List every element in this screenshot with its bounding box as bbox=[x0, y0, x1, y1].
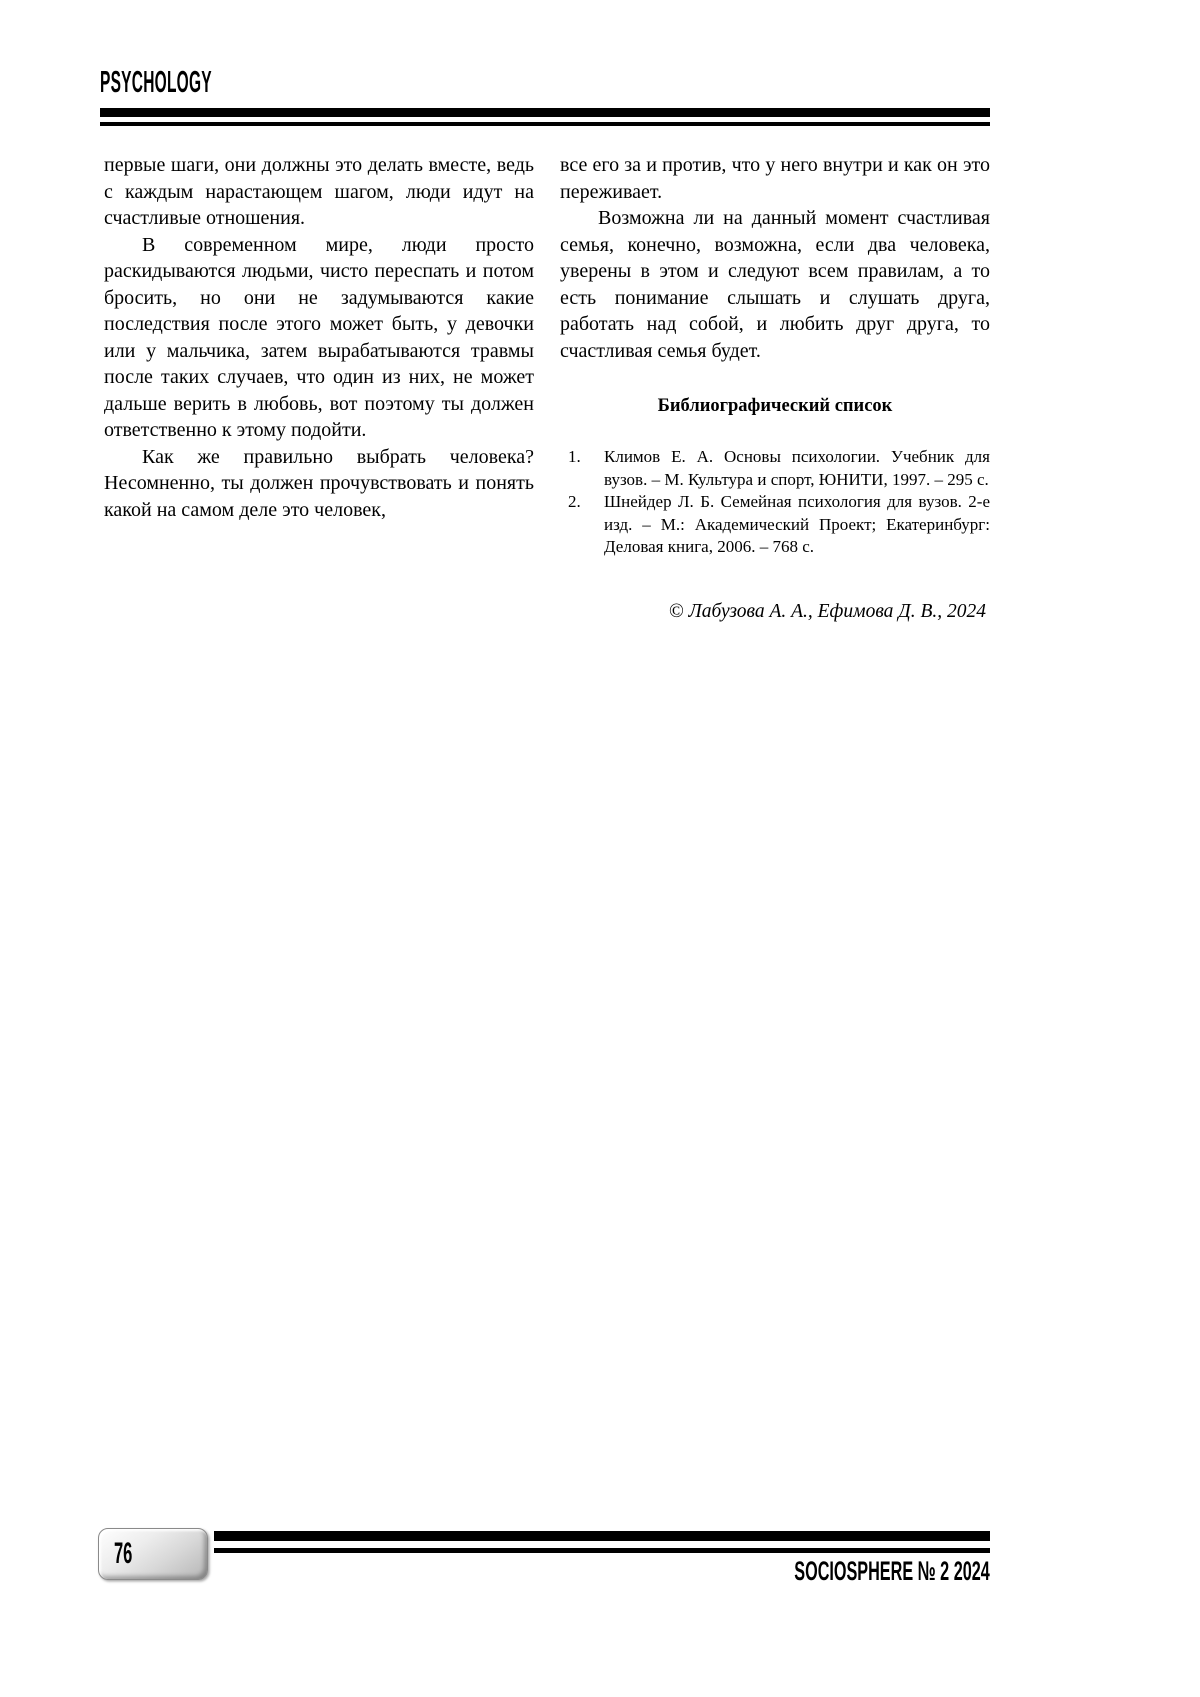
footer-rule-thin bbox=[214, 1548, 990, 1553]
header-rule-thin bbox=[100, 122, 990, 126]
text-column-right bbox=[560, 152, 990, 625]
reference-text: Шнейдер Л. Б. Семейная психология для вузов. 2-е изд. – М.: Академический Проект; Екатеринбург: Деловая книга, 2006. – 768 с. bbox=[604, 492, 990, 556]
paragraph: Как же правильно выбрать человека? Несомненно, ты должен прочувствовать и понять какой на самом деле это человек, bbox=[104, 445, 534, 521]
section-title: PSYCHOLOGY bbox=[100, 64, 212, 99]
paragraph: Возможна ли на данный момент счастливая семья, конечно, возможна, если два человека, уверены в этом и следуют всем правилам, а то есть понимание слышать и слушать друга, работать над собой, и любить друг друга, то счастливая семья будет. bbox=[560, 207, 990, 362]
reference-text: Климов Е. А. Основы психологии. Учебник для вузов. – М. Культура и спорт, ЮНИТИ, 1997. – 295 с. bbox=[604, 447, 990, 489]
reference-item bbox=[568, 491, 990, 559]
reference-item bbox=[568, 446, 990, 491]
page-number: 76 bbox=[114, 1537, 133, 1570]
page-number-box bbox=[98, 1528, 208, 1580]
footer-rule-thick bbox=[214, 1531, 990, 1541]
header-rule-thick bbox=[100, 108, 990, 117]
paragraph: все его за и против, что у него внутри и как он это переживает. bbox=[560, 154, 990, 203]
reference-number: 2. bbox=[568, 492, 581, 511]
paragraph: В современном мире, люди просто раскидываются людьми, чисто переспать и потом бросить, но они не задумываются какие последствия после этого может быть, у девочки или у мальчика, затем вырабатываются травмы после таких случаев, что один из них, не может дальше верить в любовь, вот поэтому ты должен ответственно к этому подойти. bbox=[104, 233, 534, 441]
reference-number: 1. bbox=[568, 447, 581, 466]
bibliography-heading: Библиографический список bbox=[657, 396, 893, 416]
journal-title: SOCIOSPHERE № 2 2024 bbox=[794, 1556, 990, 1586]
text-column-left bbox=[104, 152, 534, 523]
paragraph: первые шаги, они должны это делать вместе, ведь с каждым нарастающем шагом, люди идут на счастливые отношения. bbox=[104, 154, 534, 229]
copyright-line: © Лабузова А. А., Ефимова Д. В., 2024 bbox=[668, 600, 986, 622]
